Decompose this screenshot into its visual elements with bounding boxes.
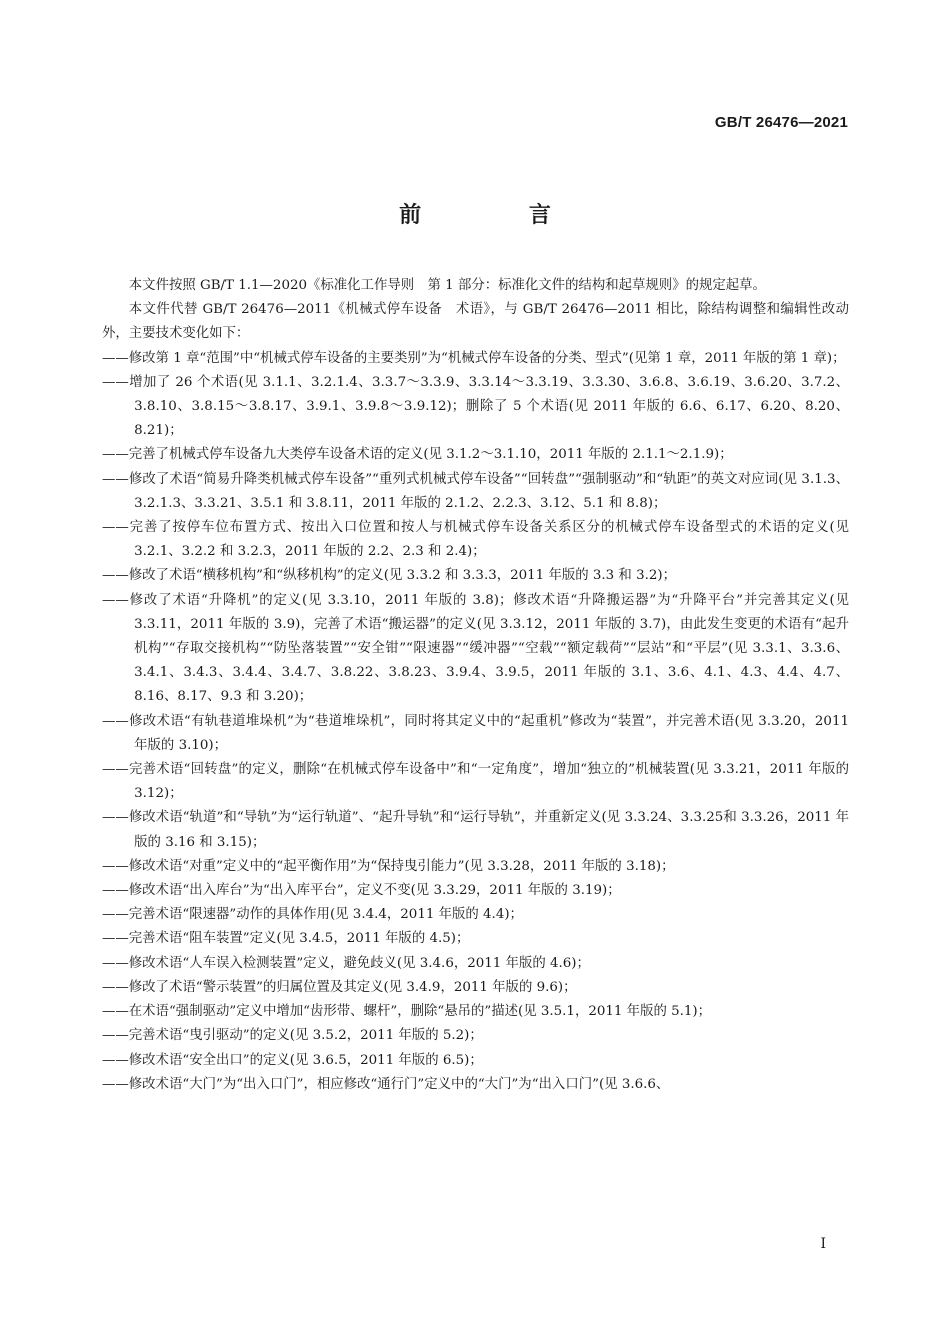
change-item: ——修改了术语“横移机构”和“纵移机构”的定义(见 3.3.2 和 3.3.3，2011 年版的 3.3 和 3.2)； [102,568,676,584]
change-item: ——完善术语“曳引驱动”的定义(见 3.5.2，2011 年版的 5.2)； [102,1028,483,1044]
change-item: ——修改术语“有轨巷道堆垛机”为“巷道堆垛机”，同时将其定义中的“起重机”修改为“装置”，并完善术语(见 3.3.20，2011 年版的 3.10)； [102,713,849,753]
change-item: ——修改了术语“简易升降类机械式停车设备”“重列式机械式停车设备”“回转盘”“强制驱动”和“轨距”的英文对应词(见 3.1.3、3.2.1.3、3.3.21、3.5.1 和 3.8.11，2011 年版的 2.1.2、2.2.3、3.12、5.1 和 8.8)； [102,471,849,511]
page-number: I [820,1236,826,1252]
change-item: ——修改术语“轨道”和“导轨”为“运行轨道”、“起升导轨”和“运行导轨”，并重新定义(见 3.3.24、3.3.25和 3.3.26，2011 年版的 3.16 和 3.15)； [102,810,849,850]
change-item: ——修改术语“安全出口”的定义(见 3.6.5，2011 年版的 6.5)； [102,1052,483,1068]
change-item: ——增加了 26 个术语(见 3.1.1、3.2.1.4、3.3.7～3.3.9、3.3.14～3.3.19、3.3.30、3.6.8、3.6.19、3.6.20、3.7.2、3.8.10、3.8.15～3.8.17、3.9.1、3.9.8～3.9.12)；删除了 5 个术语(见 2011 年版的 6.6、6.17、6.20、8.20、8.21)； [102,374,849,439]
change-item: ——修改了术语“警示装置”的归属位置及其定义(见 3.4.9，2011 年版的 9.6)； [102,979,577,995]
change-item: ——完善术语“回转盘”的定义，删除“在机械式停车设备中”和“一定角度”，增加“独立的”机械装置(见 3.3.21，2011 年版的 3.12)； [102,762,849,802]
change-item: ——修改第 1 章“范围”中“机械式停车设备的主要类别”为“机械式停车设备的分类、型式”(见第 1 章，2011 年版的第 1 章)； [102,350,846,366]
change-item: ——在术语“强制驱动”定义中增加“齿形带、螺杆”，删除“悬吊的”描述(见 3.5.1，2011 年版的 5.1)； [102,1004,712,1020]
page-title: 前 言 [399,203,601,228]
intro-paragraph: 本文件代替 GB/T 26476—2011《机械式停车设备 术语》，与 GB/T 26476—2011 相比，除结构调整和编辑性改动外，主要技术变化如下： [102,302,849,342]
change-item: ——修改术语“出入库台”为“出入库平台”，定义不变(见 3.3.29，2011 年版的 3.19)； [102,883,621,899]
change-item: ——完善了机械式停车设备九大类停车设备术语的定义(见 3.1.2～3.1.10，2011 年版的 2.1.1～2.1.9)； [102,447,733,463]
document-body [102,274,849,1097]
change-item: ——完善术语“阻车装置”定义(见 3.4.5，2011 年版的 4.5)； [102,931,470,947]
change-item: ——修改了术语“升降机”的定义(见 3.3.10，2011 年版的 3.8)；修改术语“升降搬运器”为“升降平台”并完善其定义(见 3.3.11，2011 年版的 3.9)，完善了术语“搬运器”的定义(见 3.3.12，2011 年版的 3.7)，由此发生变更的术语有“起升机构”“存取交接机构”“防坠落装置”“安全钳”“限速器”“缓冲器”“空载”“额定载荷”“层站”和“平层”(见 3.3.1、3.3.6、3.4.1、3.4.3、3.4.4、3.4.7、3.8.22、3.8.23、3.9.4、3.9.5，2011 年版的 3.1、3.6、4.1、4.3、4.4、4.7、8.16、8.17、9.3 和 3.20)； [102,592,849,705]
change-item: ——完善术语“限速器”动作的具体作用(见 3.4.4，2011 年版的 4.4)； [102,907,523,923]
change-item: ——修改术语“大门”为“出入口门”，相应修改“通行门”定义中的“大门”为“出入口门”(见 3.6.6、 [102,1076,670,1092]
standard-code: GB/T 26476—2021 [714,114,848,131]
change-item: ——修改术语“人车误入检测装置”定义，避免歧义(见 3.4.6，2011 年版的 4.6)； [102,955,590,971]
change-item: ——修改术语“对重”定义中的“起平衡作用”为“保持曳引能力”(见 3.3.28，2011 年版的 3.18)； [102,858,675,874]
change-item: ——完善了按停车位布置方式、按出入口位置和按人与机械式停车设备关系区分的机械式停车设备型式的术语的定义(见 3.2.1、3.2.2 和 3.2.3，2011 年版的 2.2、2.3 和 2.4)； [102,520,849,560]
intro-paragraph: 本文件按照 GB/T 1.1—2020《标准化工作导则 第 1 部分：标准化文件的结构和起草规则》的规定起草。 [128,278,766,293]
